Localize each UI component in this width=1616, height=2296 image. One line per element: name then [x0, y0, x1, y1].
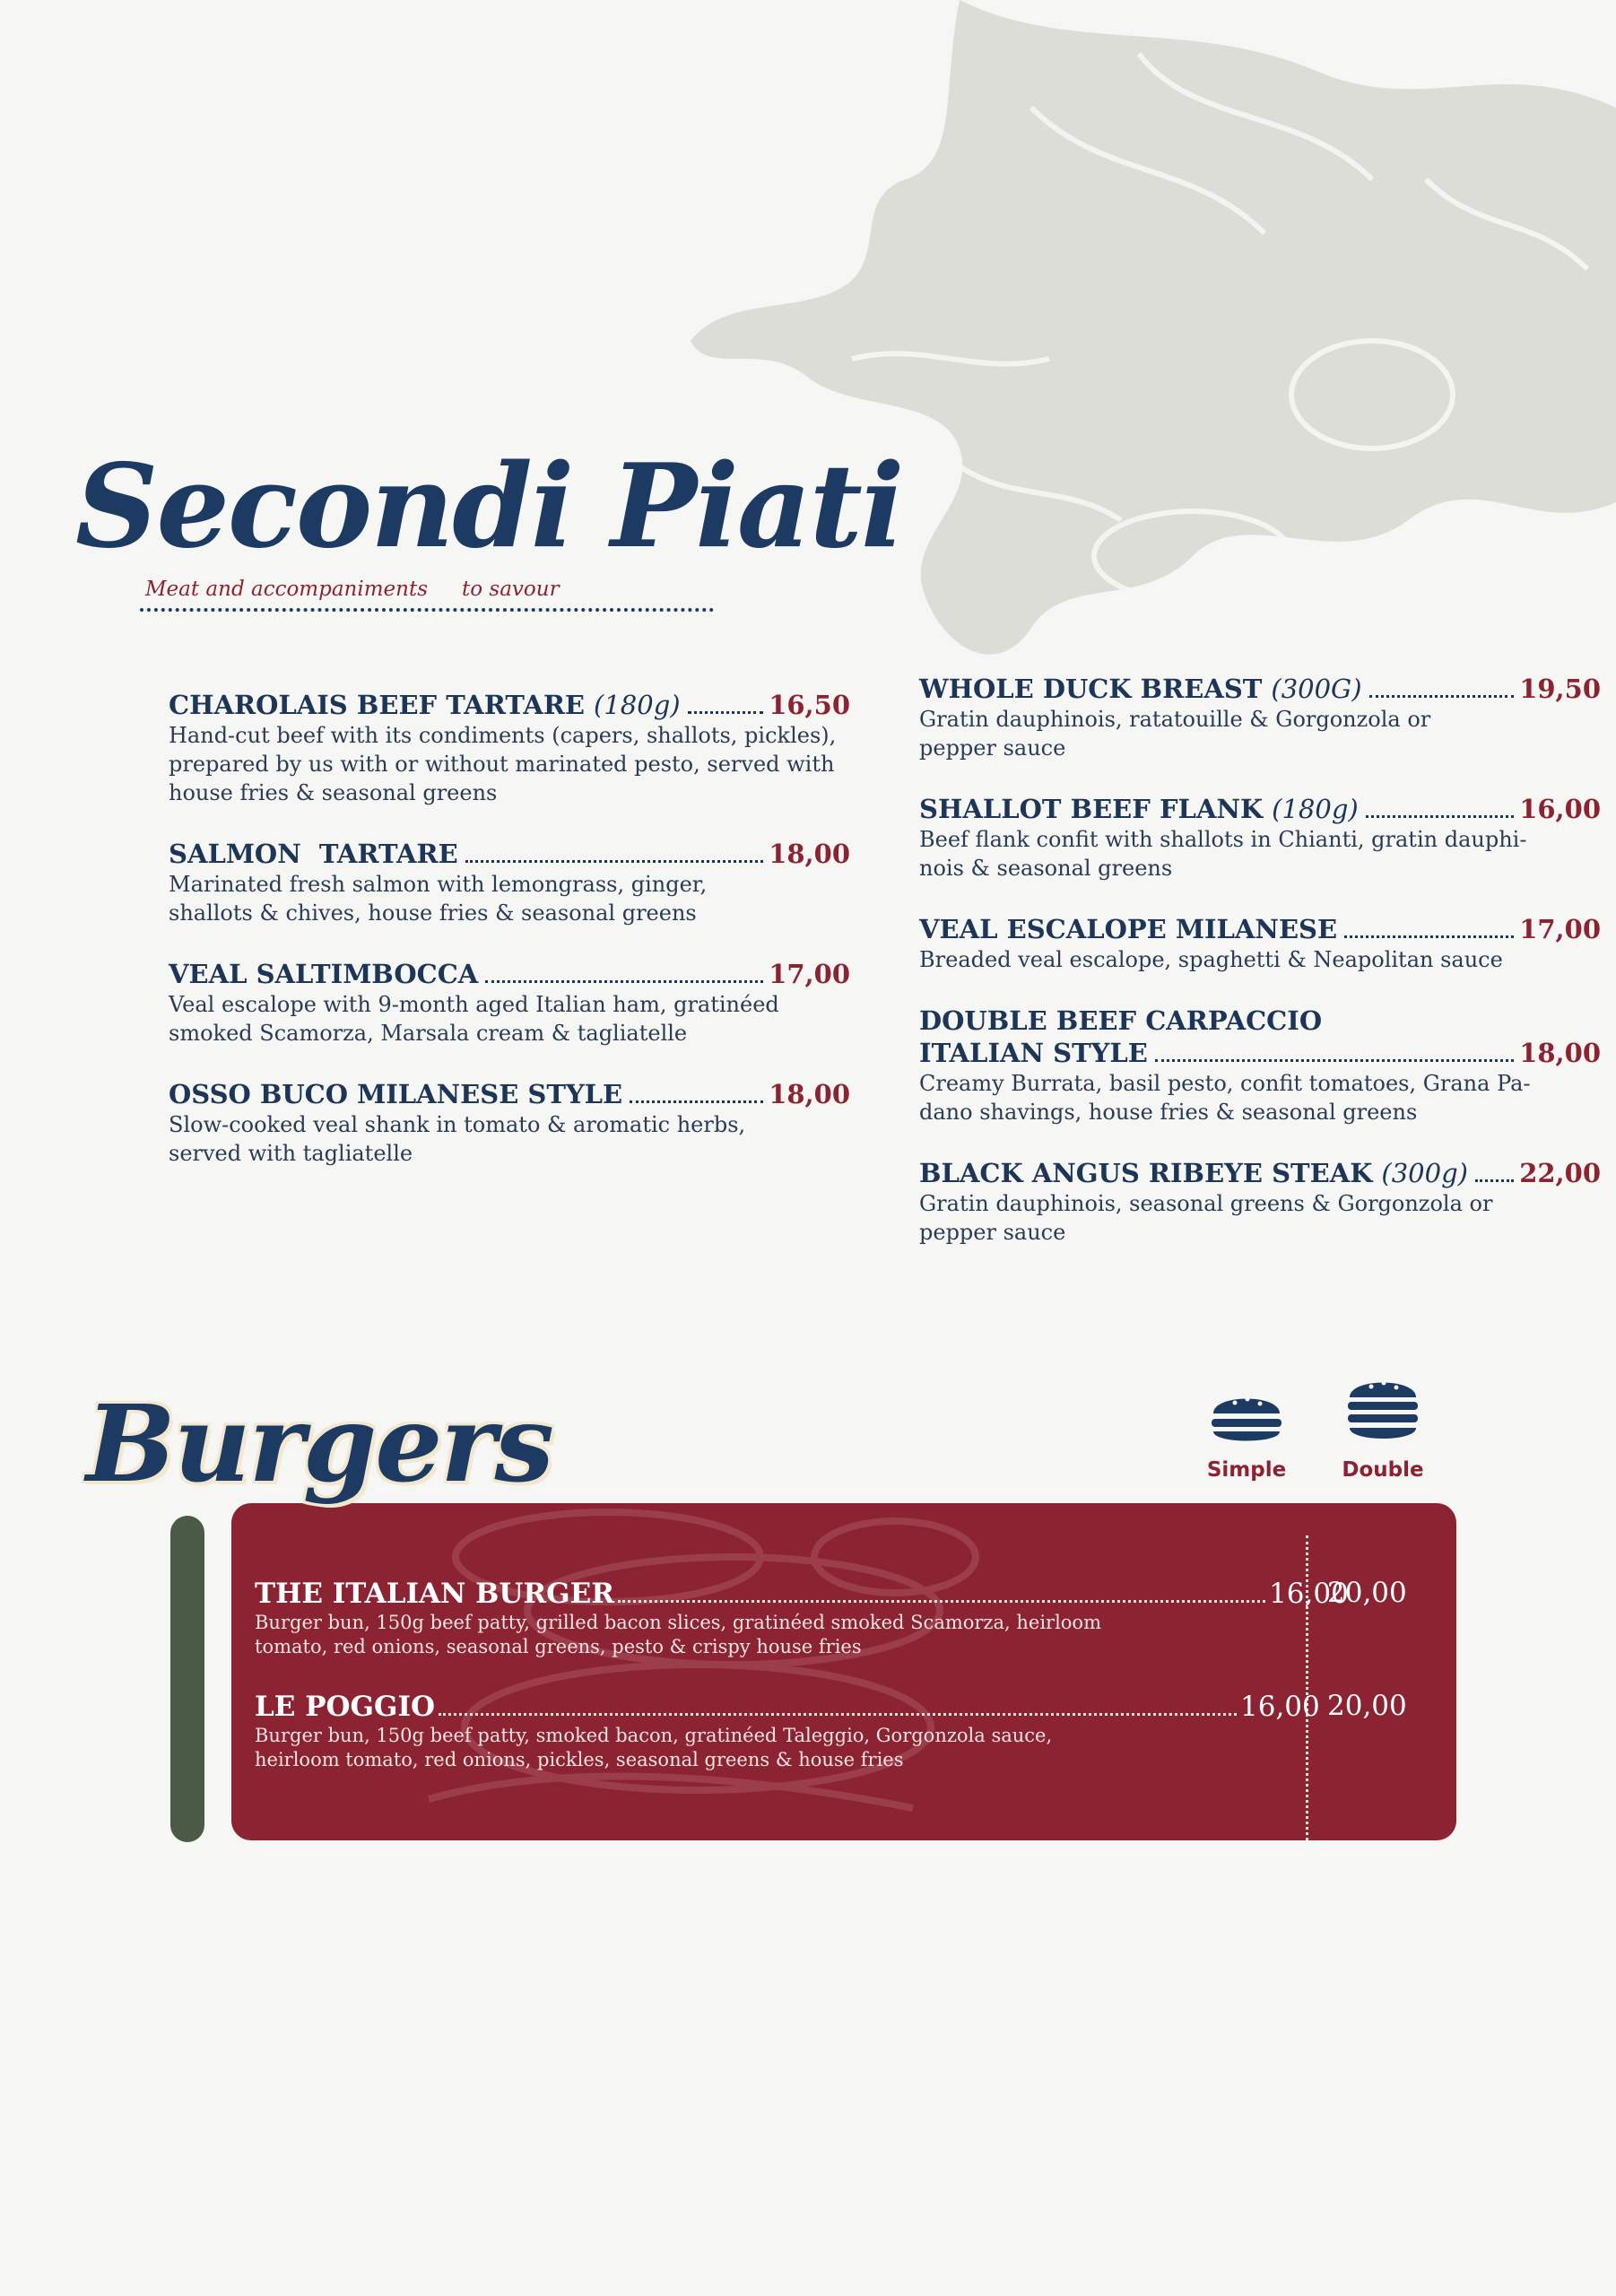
burger-simple-icon	[1210, 1388, 1283, 1448]
menu-item-weight: (180g)	[594, 690, 681, 720]
burger-description: Burger bun, 150g beef patty, smoked bacon, gratinéed Taleggio, Gorgonzola sauce, heirloom tomato, red onions, pickles, seasonal greens & house fries	[255, 1725, 1053, 1770]
menu-item-price: 17,00	[1519, 914, 1601, 944]
burger-price-double: 20,00	[1327, 1690, 1407, 1722]
menu-item-description: Hand-cut beef with its condiments (capers, shallots, pickles), prepared by us with or without marinated pesto, served with house fries & seasonal greens	[169, 723, 837, 805]
menu-item-description: Veal escalope with 9-month aged Italian ham, gratinéed smoked Scamorza, Marsala cream & tagliatelle	[169, 992, 779, 1046]
double-label: Double	[1342, 1458, 1424, 1482]
burger-illustration-background	[231, 1503, 1456, 1840]
secondi-left-column	[169, 689, 850, 1198]
menu-item	[919, 1004, 1601, 1126]
menu-item	[169, 1078, 850, 1168]
double-size-label-group	[1338, 1374, 1428, 1482]
burger-description: Burger bun, 150g beef patty, grilled bacon slices, gratinéed smoked Scamorza, heirloom tomato, red onions, seasonal greens, pesto & crispy house fries	[255, 1612, 1101, 1657]
menu-item-price: 19,50	[1519, 674, 1601, 704]
burgers-panel	[231, 1503, 1456, 1840]
leader-dots	[1475, 1179, 1514, 1182]
food-illustration-background	[691, 0, 1616, 718]
secondi-right-column	[919, 673, 1601, 1277]
leader-dots	[688, 711, 764, 714]
menu-item-name: WHOLE DUCK BREAST	[919, 674, 1263, 704]
accent-bar	[170, 1516, 204, 1842]
menu-item	[169, 958, 850, 1048]
burger-price-double: 20,00	[1327, 1577, 1407, 1609]
leader-dots	[439, 1713, 1237, 1716]
menu-item-description: Creamy Burrata, basil pesto, confit tomatoes, Grana Pa-dano shavings, house fries & seasonal greens	[919, 1071, 1531, 1125]
burger-price-simple: 16,00	[1240, 1691, 1320, 1723]
title-divider	[140, 608, 714, 612]
leader-dots	[618, 1600, 1265, 1603]
menu-item-name: CHAROLAIS BEEF TARTARE	[169, 690, 586, 720]
menu-item-description: Gratin dauphinois, seasonal greens & Gorgonzola or pepper sauce	[919, 1191, 1493, 1245]
leader-dots	[1369, 695, 1515, 698]
menu-item-name: ITALIAN STYLE	[919, 1038, 1148, 1068]
secondi-subtitle-part1: Meat and accompaniments	[145, 578, 429, 601]
menu-item-name: BLACK ANGUS RIBEYE STEAK	[919, 1158, 1373, 1188]
menu-item-price: 16,50	[769, 690, 850, 720]
burger-price-simple: 16,00	[1269, 1578, 1349, 1610]
burger-name: LE POGGIO	[255, 1691, 435, 1723]
menu-item-price: 18,00	[769, 1079, 850, 1109]
leader-dots	[465, 860, 764, 863]
menu-item-description: Beef flank confit with shallots in Chianti, gratin dauphi-nois & seasonal greens	[919, 827, 1527, 881]
menu-item-name: OSSO BUCO MILANESE STYLE	[169, 1079, 623, 1109]
menu-item-description: Gratin dauphinois, ratatouille & Gorgonzola or pepper sauce	[919, 707, 1431, 761]
menu-item-price: 17,00	[769, 959, 850, 989]
burger-item	[255, 1577, 1421, 1659]
menu-item	[919, 913, 1601, 974]
leader-dots	[1366, 815, 1514, 818]
menu-item-description: Breaded veal escalope, spaghetti & Neapolitan sauce	[919, 947, 1503, 972]
simple-size-label-group	[1202, 1388, 1291, 1482]
burger-double-icon	[1346, 1374, 1420, 1448]
burger-item	[255, 1690, 1421, 1772]
menu-item	[169, 838, 850, 927]
menu-item	[919, 673, 1601, 762]
menu-item-price: 22,00	[1519, 1158, 1601, 1188]
secondi-piati-title: Secondi Piati	[75, 439, 903, 574]
leader-dots	[630, 1100, 763, 1103]
leader-dots	[1344, 935, 1514, 938]
menu-item-name: VEAL ESCALOPE MILANESE	[919, 914, 1338, 944]
menu-item-price: 18,00	[1519, 1038, 1601, 1068]
leader-dots	[1155, 1059, 1514, 1062]
secondi-subtitle-part2: to savour	[462, 578, 560, 601]
simple-label: Simple	[1206, 1458, 1287, 1482]
menu-item-name-line1: DOUBLE BEEF CARPACCIO	[919, 1005, 1323, 1036]
menu-item-weight: (300G)	[1271, 674, 1362, 704]
menu-item-description: Marinated fresh salmon with lemongrass, ginger, shallots & chives, house fries & seasonal greens	[169, 872, 708, 926]
menu-item	[919, 793, 1601, 883]
leader-dots	[485, 980, 763, 983]
menu-item-description: Slow-cooked veal shank in tomato & aromatic herbs, served with tagliatelle	[169, 1112, 746, 1166]
menu-item	[919, 1157, 1601, 1247]
secondi-subtitle	[145, 578, 560, 601]
menu-item-name: SALMON TARTARE	[169, 839, 458, 869]
menu-item-weight: (180g)	[1272, 794, 1359, 824]
menu-item-price: 16,00	[1519, 794, 1601, 824]
menu-item	[169, 689, 850, 807]
menu-item-name: VEAL SALTIMBOCCA	[169, 959, 479, 989]
burgers-title: Burgers	[86, 1381, 552, 1506]
menu-item-name: SHALLOT BEEF FLANK	[919, 794, 1264, 824]
menu-item-price: 18,00	[769, 839, 850, 869]
menu-item-weight: (300g)	[1381, 1158, 1468, 1188]
burger-name: THE ITALIAN BURGER	[255, 1578, 615, 1610]
